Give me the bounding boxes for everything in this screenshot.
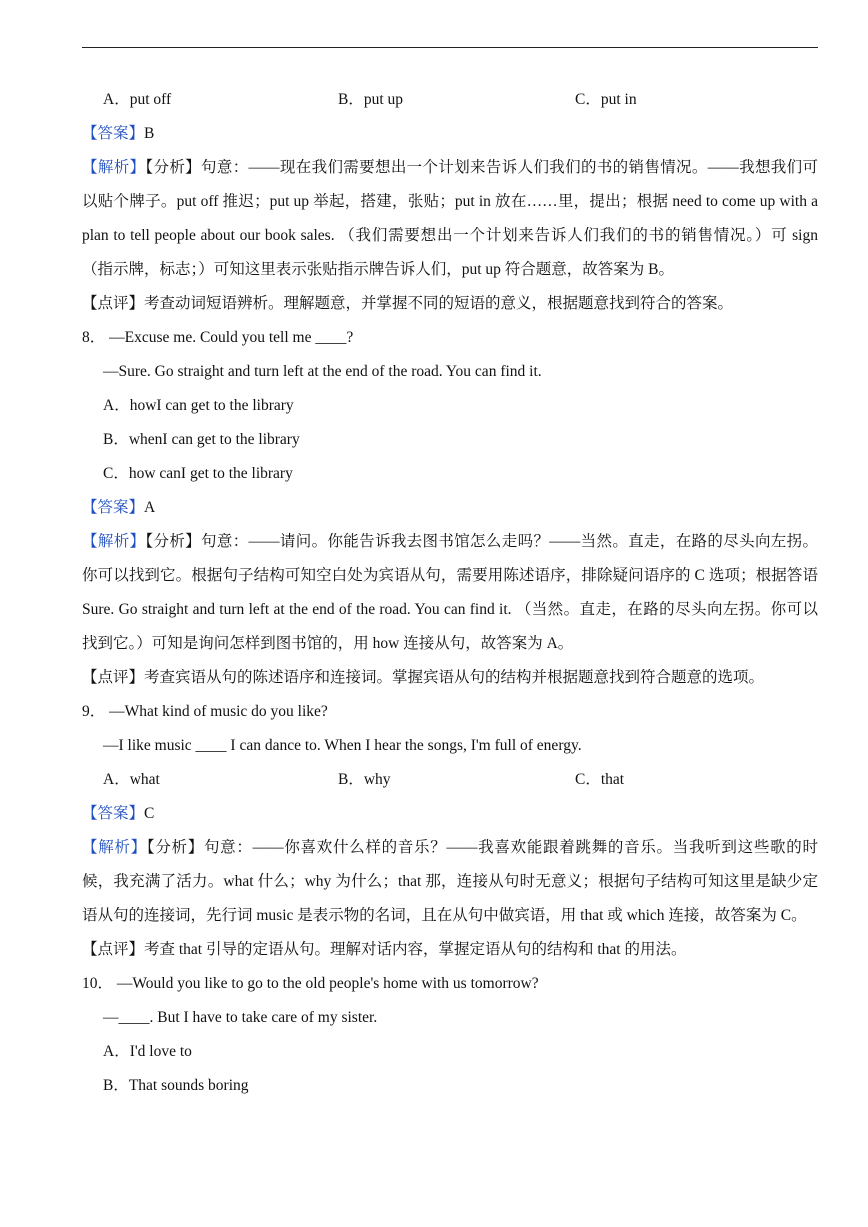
- answer-value: C: [144, 805, 155, 822]
- analysis-tag: 【解析】: [82, 839, 147, 856]
- answer-value: B: [144, 125, 155, 142]
- q8-reply: —Sure. Go straight and turn left at the end of the road. You can find it.: [103, 363, 542, 380]
- q9-reply: —I like music ____ I can dance to. When I hear the songs, I'm full of energy.: [103, 737, 582, 754]
- q9-question: 9． —What kind of music do you like?: [82, 703, 328, 720]
- q9-analysis: [82, 831, 818, 933]
- q7-option-c: C．put in: [575, 91, 637, 108]
- q8-option-a: A．howI can get to the library: [103, 397, 294, 414]
- q8-answer: [82, 491, 818, 525]
- q9-comment: 【点评】考查 that 引导的定语从句。理解对话内容，掌握定语从句的结构和 that 的用法。: [82, 941, 687, 958]
- q8-question: 8． —Excuse me. Could you tell me ____?: [82, 329, 354, 346]
- q10-option-a: A．I'd love to: [103, 1043, 192, 1060]
- analysis-tag: 【解析】: [82, 533, 146, 550]
- q10-reply: —____. But I have to take care of my sister.: [103, 1009, 378, 1026]
- q7-options: [82, 83, 818, 117]
- answer-tag: 【答案】: [82, 805, 145, 822]
- q9-option-b: B．why: [338, 771, 391, 788]
- q10-question: 10． —Would you like to go to the old people's home with us tomorrow?: [82, 975, 539, 992]
- q7-comment: 【点评】考查动词短语辨析。理解题意，并掌握不同的短语的意义，根据题意找到符合的答案。: [82, 295, 734, 312]
- q9-answer: [82, 797, 818, 831]
- analysis-tag: 【解析】: [82, 159, 146, 176]
- q8-analysis: [82, 525, 818, 661]
- answer-tag: 【答案】: [82, 499, 145, 516]
- q9-options: [82, 763, 818, 797]
- q7-option-b: B．put up: [338, 91, 404, 108]
- q7-option-a: A．put off: [103, 91, 172, 108]
- q9-option-a: A．what: [103, 771, 160, 788]
- q9-option-c: C．that: [575, 771, 625, 788]
- analysis-text: 【分析】句意：——请问。你能告诉我去图书馆怎么走吗？——当然。直走，在路的尽头向左拐。你可以找到它。根据句子结构可知空白处为宾语从句，需要用陈述语序，排除疑问语序的 C 选项；根据答语 Sure. Go straight and turn left at the end of the road. You can find it. （当然。直走，在路的尽头向左拐。你可以找到它。）可知是询问怎样到图书馆的，用 how 连接从句，故答案为 A。: [82, 533, 818, 652]
- q8-option-c: C．how canI get to the library: [103, 465, 293, 482]
- q7-analysis: [82, 151, 818, 287]
- answer-tag: 【答案】: [82, 125, 145, 142]
- q8-option-b: B．whenI can get to the library: [103, 431, 300, 448]
- analysis-text: 【分析】句意：——现在我们需要想出一个计划来告诉人们我们的书的销售情况。——我想我们可以贴个牌子。put off 推迟；put up 举起，搭建，张贴；put in 放在……里，提出；根据 need to come up with a plan to tell people about our book sales. （我们需要想出一个计划来告诉人们我们的书的销售情况。）可 sign（指示牌，标志；）可知这里表示张贴指示牌告诉人们，put up 符合题意，故答案为 B。: [82, 159, 818, 278]
- q7-answer: [82, 117, 818, 151]
- q10-option-b: B．That sounds boring: [103, 1077, 249, 1094]
- document-page: [82, 83, 818, 1103]
- analysis-text: 【分析】句意：——你喜欢什么样的音乐？——我喜欢能跟着跳舞的音乐。当我听到这些歌的时候，我充满了活力。what 什么；why 为什么；that 那，连接从句时无意义；根据句子结构可知这里是缺少定语从句的连接词，先行词 music 是表示物的名词，且在从句中做宾语，用 that 或 which 连接，故答案为 C。: [82, 839, 818, 924]
- q8-comment: 【点评】考查宾语从句的陈述语序和连接词。掌握宾语从句的结构并根据题意找到符合题意的选项。: [82, 669, 765, 686]
- header-rule: [82, 47, 818, 48]
- answer-value: A: [144, 499, 156, 516]
